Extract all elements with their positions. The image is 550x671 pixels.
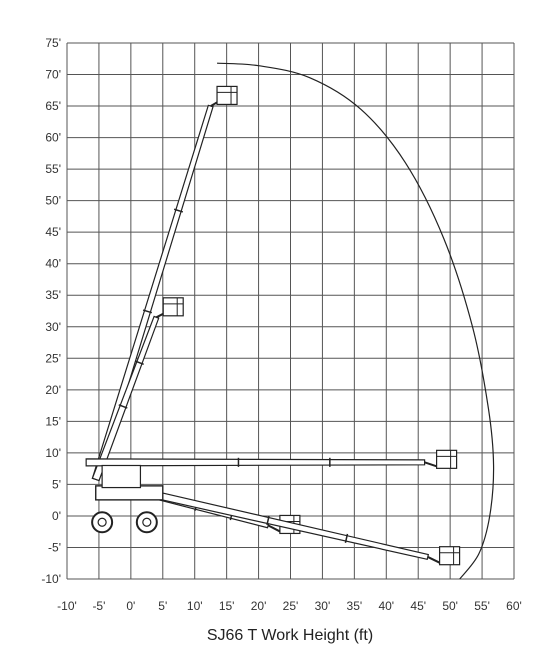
x-tick-label: 35' [346, 599, 363, 613]
boom-arm [86, 459, 424, 466]
wheel-hub [143, 518, 151, 526]
x-tick-label: 5' [158, 599, 168, 613]
y-tick-label: 35' [45, 288, 61, 303]
x-tick-label: 45' [410, 599, 427, 613]
boom-arm [136, 487, 428, 559]
x-tick-label: 50' [442, 599, 458, 613]
platform-basket [437, 450, 457, 468]
platform-basket [217, 86, 237, 104]
y-tick-label: -10' [41, 572, 61, 586]
y-tick-label: 70' [45, 67, 61, 82]
y-tick-label: 65' [45, 99, 61, 114]
x-tick-label: 40' [378, 599, 395, 613]
turntable [102, 465, 140, 487]
wheel-hub [98, 518, 106, 526]
y-tick-label: 15' [45, 414, 61, 429]
platform-basket [440, 547, 460, 565]
y-tick-label: 30' [45, 319, 61, 334]
x-tick-label: 20' [250, 599, 267, 613]
y-tick-label: 55' [45, 162, 61, 177]
y-tick-label: 75' [45, 36, 61, 50]
jib [425, 462, 437, 466]
boom-arm [92, 316, 158, 480]
x-tick-label: 55' [474, 599, 490, 613]
y-tick-label: 45' [45, 225, 61, 240]
jib [211, 102, 217, 106]
y-tick-label: 60' [45, 130, 61, 145]
x-tick-label: 30' [314, 599, 331, 613]
platform-basket [163, 298, 183, 316]
y-tick-label: 0' [52, 508, 61, 523]
jib [428, 557, 440, 563]
x-tick-label: 0' [126, 599, 136, 613]
y-tick-label: 50' [45, 193, 61, 208]
x-tick-label: 60' [506, 599, 522, 613]
x-tick-label: 25' [282, 599, 299, 613]
y-tick-label: 25' [45, 351, 61, 366]
y-tick-label: 20' [45, 382, 61, 397]
y-tick-label: -5' [48, 540, 61, 555]
x-tick-label: -5' [92, 599, 106, 613]
y-axis-ticks [41, 36, 61, 586]
machine-base [92, 465, 163, 532]
x-tick-label: 15' [218, 599, 235, 613]
boom-below-grade-max [136, 487, 459, 564]
x-tick-label: -10' [57, 599, 77, 613]
x-axis-ticks [57, 599, 522, 613]
x-tick-label: 10' [186, 599, 203, 613]
y-tick-label: 40' [45, 256, 61, 271]
y-tick-label: 10' [45, 445, 61, 460]
y-tick-label: 5' [52, 477, 61, 492]
jib [156, 314, 163, 317]
x-axis-label: SJ66 T Work Height (ft) [206, 627, 374, 644]
